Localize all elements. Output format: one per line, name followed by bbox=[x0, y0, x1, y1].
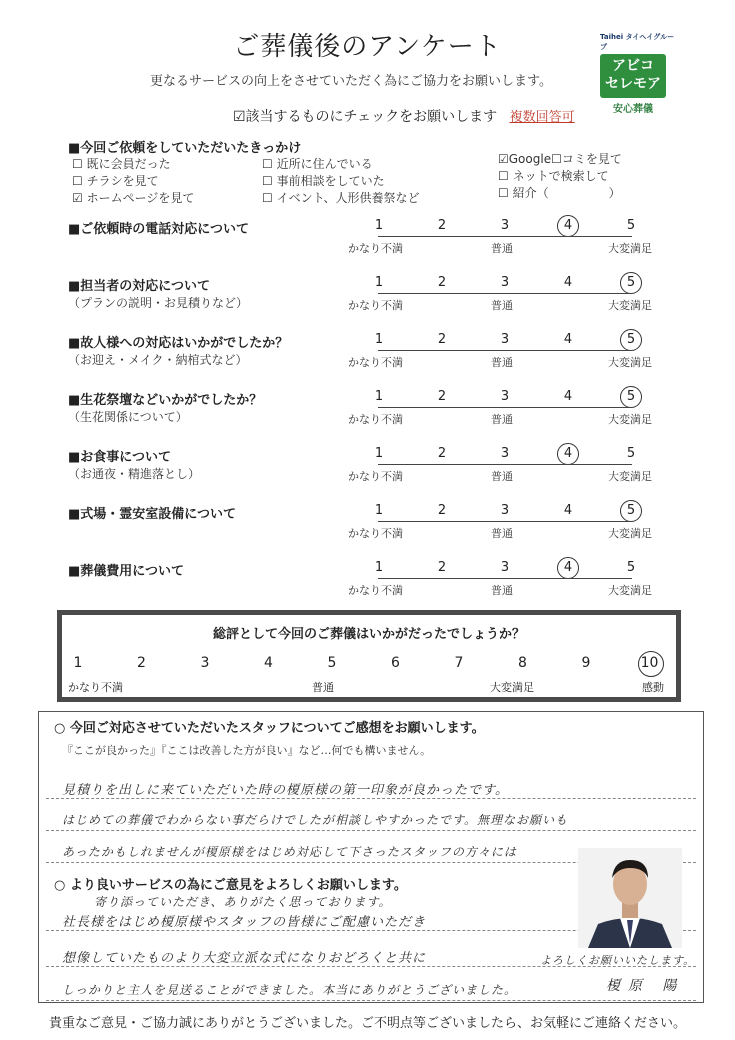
q1-option[interactable]: ☐ 既に会員だった bbox=[72, 157, 171, 171]
rating-option-5[interactable]: 5 bbox=[626, 218, 636, 233]
rating-label-high: 大変満足 bbox=[608, 470, 652, 483]
service-comment-line: 寄り添っていただき、ありがたく思っております。 bbox=[94, 895, 392, 909]
rating-option-1[interactable]: 1 bbox=[374, 446, 384, 461]
logo-line2: セレモア bbox=[605, 76, 661, 92]
rating-selected-circle bbox=[620, 500, 642, 522]
rating-scale-line bbox=[378, 407, 632, 408]
rating-label-high: 大変満足 bbox=[608, 299, 652, 312]
rating-question-heading: ■故人様への対応はいかがでしたか？ bbox=[68, 336, 289, 351]
rating-option-2[interactable]: 2 bbox=[437, 503, 447, 518]
overall-label-top: 感動 bbox=[642, 681, 664, 694]
overall-option-7[interactable]: 7 bbox=[454, 655, 464, 671]
rating-label-mid: 普通 bbox=[491, 242, 513, 255]
q1-option[interactable]: ☐ 近所に住んでいる bbox=[262, 157, 373, 171]
rating-option-3[interactable]: 3 bbox=[500, 332, 510, 347]
rating-option-3[interactable]: 3 bbox=[500, 389, 510, 404]
overall-label-mid: 普通 bbox=[312, 681, 334, 694]
footer-thanks: 貴重なご意見・ご協力誠にありがとうございました。ご不明点等ございましたら、お気軽にご連絡ください。 bbox=[48, 1016, 686, 1031]
rating-selected-circle bbox=[557, 557, 579, 579]
rating-question-heading: ■葬儀費用について bbox=[68, 564, 185, 579]
q1-heading: ■今回ご依頼をしていただいたきっかけ bbox=[68, 141, 302, 156]
staff-comment-line: 見積りを出しに来ていただいた時の榎原様の第一印象が良かったです。 bbox=[62, 783, 509, 798]
rating-question-heading: ■担当者の対応について bbox=[68, 279, 211, 294]
rating-option-3[interactable]: 3 bbox=[500, 560, 510, 575]
staff-message: よろしくお願いいたします。 bbox=[540, 954, 696, 967]
rating-selected-circle bbox=[557, 215, 579, 237]
q1-option[interactable]: ☑Google☐コミを見て bbox=[498, 152, 622, 166]
multi-answer-note: 複数回答可 bbox=[509, 110, 575, 125]
overall-option-10[interactable]: 10 bbox=[640, 655, 659, 671]
company-logo bbox=[600, 32, 680, 115]
rating-option-3[interactable]: 3 bbox=[500, 503, 510, 518]
service-comment-line: 想像していたものより大変立派な式になりおどろくと共に bbox=[62, 951, 427, 966]
page-subtitle: 更なるサービスの向上をさせていただく為にご協力をお願いします。 bbox=[150, 74, 552, 89]
rating-label-mid: 普通 bbox=[491, 470, 513, 483]
overall-label-low: かなり不満 bbox=[68, 681, 123, 694]
staff-comment-line: はじめての葬儀でわからない事だらけでしたが相談しやすかったです。無理なお願いも bbox=[62, 813, 569, 827]
staff-comment-heading: ○ 今回ご対応させていただいたスタッフについてご感想をお願いします。 bbox=[54, 721, 485, 736]
rating-option-4[interactable]: 4 bbox=[563, 332, 573, 347]
rating-option-5[interactable]: 5 bbox=[626, 332, 636, 347]
rating-question-sub: （お迎え・メイク・納棺式など） bbox=[68, 353, 248, 367]
rating-label-mid: 普通 bbox=[491, 584, 513, 597]
rating-option-4[interactable]: 4 bbox=[563, 389, 573, 404]
overall-option-1[interactable]: 1 bbox=[73, 655, 83, 671]
staff-comment-line: あったかもしれませんが榎原様をはじめ対応して下さったスタッフの方々には bbox=[62, 845, 517, 859]
rating-option-1[interactable]: 1 bbox=[374, 503, 384, 518]
rating-option-4[interactable]: 4 bbox=[563, 503, 573, 518]
rating-option-5[interactable]: 5 bbox=[626, 446, 636, 461]
rating-option-4[interactable]: 4 bbox=[563, 560, 573, 575]
rating-label-low: かなり不満 bbox=[348, 299, 403, 312]
service-comment-line: しっかりと主人を見送ることができました。本当にありがとうございました。 bbox=[62, 983, 518, 997]
rating-option-3[interactable]: 3 bbox=[500, 446, 510, 461]
comment-rule bbox=[46, 830, 696, 831]
rating-label-high: 大変満足 bbox=[608, 356, 652, 369]
q1-option[interactable]: ☐ ネットで検索して bbox=[498, 169, 609, 183]
rating-label-mid: 普通 bbox=[491, 527, 513, 540]
rating-option-1[interactable]: 1 bbox=[374, 275, 384, 290]
rating-option-1[interactable]: 1 bbox=[374, 389, 384, 404]
rating-label-mid: 普通 bbox=[491, 356, 513, 369]
staff-comment-note: 『ここが良かった』『ここは改善した方が良い』など…何でも構いません。 bbox=[62, 744, 432, 757]
overall-option-8[interactable]: 8 bbox=[518, 655, 527, 671]
rating-label-mid: 普通 bbox=[491, 413, 513, 426]
q1-option[interactable]: ☐ 紹介（ ） bbox=[498, 186, 621, 200]
rating-selected-circle bbox=[557, 443, 579, 465]
q1-option[interactable]: ☐ イベント、人形供養祭など bbox=[262, 191, 420, 205]
overall-option-3[interactable]: 3 bbox=[200, 655, 210, 671]
rating-option-2[interactable]: 2 bbox=[437, 560, 447, 575]
rating-scale-line bbox=[378, 293, 632, 294]
rating-label-low: かなり不満 bbox=[348, 470, 403, 483]
rating-option-2[interactable]: 2 bbox=[437, 218, 447, 233]
logo-brand: Taihei タイヘイグループ bbox=[600, 33, 675, 51]
rating-option-2[interactable]: 2 bbox=[437, 446, 447, 461]
rating-label-mid: 普通 bbox=[491, 299, 513, 312]
comment-rule bbox=[46, 798, 696, 799]
rating-option-1[interactable]: 1 bbox=[374, 332, 384, 347]
overall-title: 総評として今回のご葬儀はいかがだったでしょうか？ bbox=[212, 627, 525, 642]
comment-rule bbox=[46, 1000, 696, 1001]
logo-line1: アビコ bbox=[612, 58, 654, 74]
rating-option-1[interactable]: 1 bbox=[374, 560, 384, 575]
service-comment-heading: ○ より良いサービスの為にご意見をよろしくお願いします。 bbox=[54, 878, 407, 893]
rating-question-heading: ■式場・霊安室設備について bbox=[68, 507, 237, 522]
overall-option-9[interactable]: 9 bbox=[581, 655, 591, 671]
rating-label-low: かなり不満 bbox=[348, 584, 403, 597]
rating-label-high: 大変満足 bbox=[608, 584, 652, 597]
rating-option-3[interactable]: 3 bbox=[500, 218, 510, 233]
rating-question-sub: （生花関係について） bbox=[68, 410, 188, 424]
overall-label-high: 大変満足 bbox=[490, 681, 534, 694]
q1-option[interactable]: ☐ 事前相談をしていた bbox=[262, 174, 385, 188]
overall-rating-box bbox=[57, 610, 681, 702]
rating-option-2[interactable]: 2 bbox=[437, 332, 447, 347]
service-comment-line: 社長様をはじめ榎原様やスタッフの皆様にご配慮いただき bbox=[62, 915, 427, 930]
rating-scale-line bbox=[378, 578, 632, 579]
rating-question-heading: ■お食事について bbox=[68, 450, 172, 465]
rating-question-sub: （プランの説明・お見積りなど） bbox=[68, 296, 249, 310]
rating-option-5[interactable]: 5 bbox=[626, 389, 636, 404]
rating-option-4[interactable]: 4 bbox=[563, 275, 573, 290]
rating-label-low: かなり不満 bbox=[348, 527, 403, 540]
rating-label-low: かなり不満 bbox=[348, 413, 403, 426]
rating-option-2[interactable]: 2 bbox=[437, 389, 447, 404]
rating-option-5[interactable]: 5 bbox=[626, 503, 636, 518]
rating-option-4[interactable]: 4 bbox=[563, 446, 573, 461]
rating-selected-circle bbox=[620, 272, 642, 294]
rating-question-heading: ■生花祭壇などいかがでしたか？ bbox=[68, 393, 263, 408]
rating-option-2[interactable]: 2 bbox=[437, 275, 447, 290]
rating-option-1[interactable]: 1 bbox=[374, 218, 384, 233]
overall-option-4[interactable]: 4 bbox=[264, 655, 273, 671]
staff-photo bbox=[578, 848, 682, 948]
rating-label-low: かなり不満 bbox=[348, 356, 403, 369]
overall-option-6[interactable]: 6 bbox=[391, 655, 400, 671]
rating-label-high: 大変満足 bbox=[608, 527, 652, 540]
rating-scale-line bbox=[378, 521, 632, 522]
rating-scale-line bbox=[378, 464, 632, 465]
q1-option[interactable]: ☑ ホームページを見て bbox=[72, 191, 195, 205]
check-instruction-text: ☑該当するものにチェックをお願いします bbox=[233, 109, 498, 125]
rating-label-high: 大変満足 bbox=[608, 413, 652, 426]
overall-option-5[interactable]: 5 bbox=[327, 655, 337, 671]
rating-scale-line bbox=[378, 236, 632, 237]
overall-option-2[interactable]: 2 bbox=[137, 655, 146, 671]
staff-name: 榎原 陽 bbox=[606, 978, 685, 994]
overall-selected-circle bbox=[638, 651, 664, 677]
rating-selected-circle bbox=[620, 386, 642, 408]
rating-option-3[interactable]: 3 bbox=[500, 275, 510, 290]
rating-question-heading: ■ご依頼時の電話対応について bbox=[68, 222, 250, 237]
rating-label-high: 大変満足 bbox=[608, 242, 652, 255]
rating-selected-circle bbox=[620, 329, 642, 351]
page-title: ご葬儀後のアンケート bbox=[233, 32, 502, 62]
logo-tag: 安心葬儀 bbox=[613, 104, 653, 115]
rating-scale-line bbox=[378, 350, 632, 351]
rating-option-4[interactable]: 4 bbox=[563, 218, 573, 233]
rating-label-low: かなり不満 bbox=[348, 242, 403, 255]
rating-option-5[interactable]: 5 bbox=[626, 275, 636, 290]
rating-option-5[interactable]: 5 bbox=[626, 560, 636, 575]
check-instruction bbox=[233, 106, 575, 126]
q1-option[interactable]: ☐ チラシを見て bbox=[72, 174, 159, 188]
rating-question-sub: （お通夜・精進落とし） bbox=[68, 467, 201, 481]
